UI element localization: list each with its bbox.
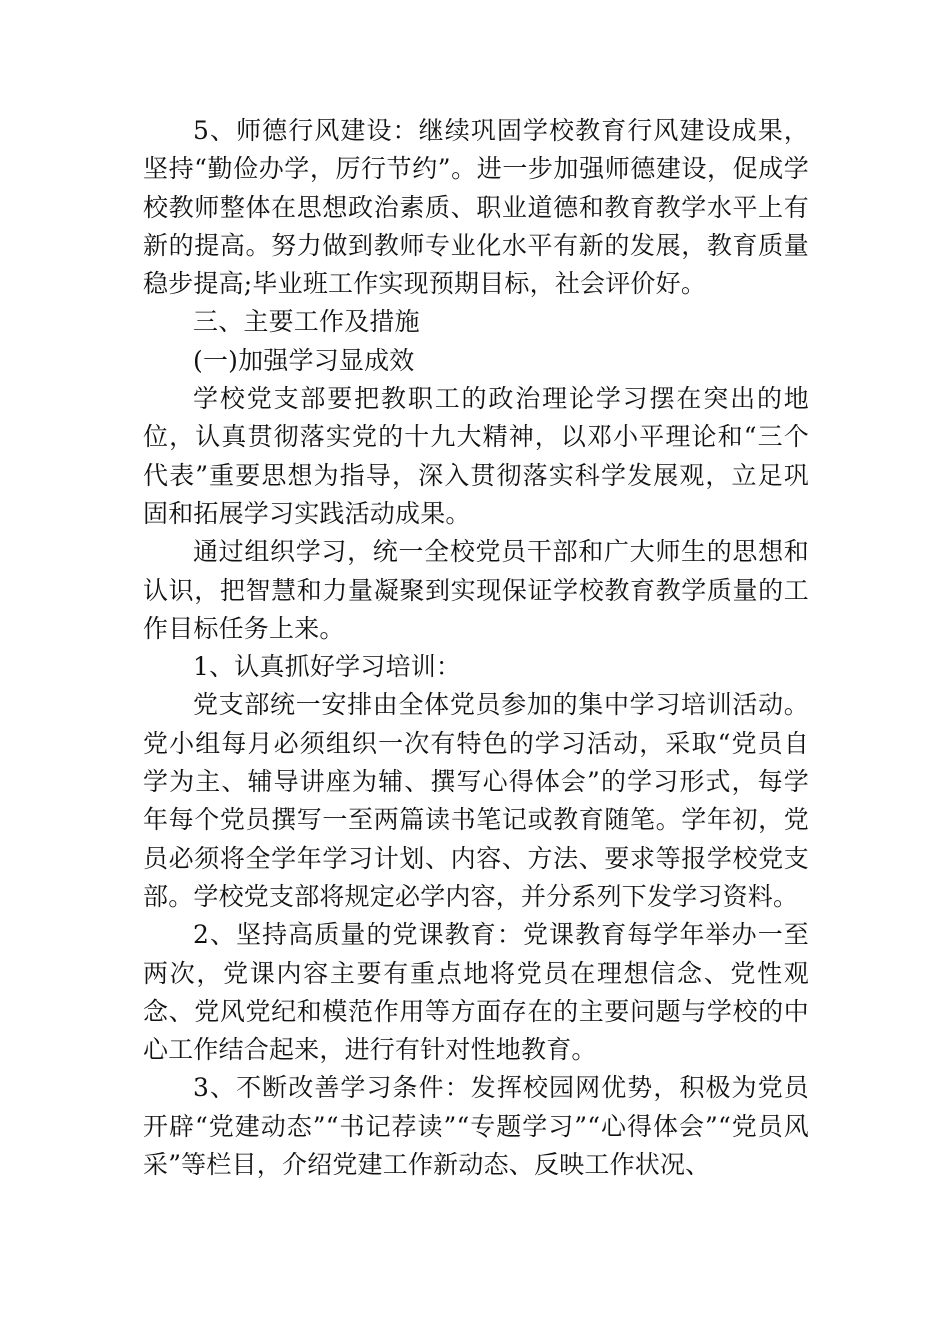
paragraph-political-study: 学校党支部要把教职工的政治理论学习摆在突出的地位，认真贯彻落实党的十九大精神，以邓小平理论和“三个代表”重要思想为指导，深入贯彻落实科学发展观，立足巩固和拓展学习实践活动成果。	[143, 384, 809, 528]
item-heading-training: 1、认真抓好学习培训：	[193, 652, 462, 682]
paragraph-training-activities: 党支部统一安排由全体党员参加的集中学习培训活动。党小组每月必须组织一次有特色的学习活动，采取“党员自学为主、辅导讲座为辅、撰写心得体会”的学习形式，每学年每个党员撰写一至两篇读书笔记或教育随笔。学年初，党员必须将全学年学习计划、内容、方法、要求等报学校党支部。学校党支部将规定必学内容，并分系列下发学习资料。	[143, 690, 809, 911]
paragraph-unify-thought: 通过组织学习，统一全校党员干部和广大师生的思想和认识，把智慧和力量凝聚到实现保证学校教育教学质量的工作目标任务上来。	[143, 537, 809, 643]
paragraph-teacher-ethics: 5、师德行风建设：继续巩固学校教育行风建设成果，坚持“勤俭办学，厉行节约”。进一步加强师德建设，促成学校教师整体在思想政治素质、职业道德和教育教学水平上有新的提高。努力做到教师专业化水平有新的发展，教育质量稳步提高;毕业班工作实现预期目标，社会评价好。	[143, 116, 809, 299]
paragraph-party-lessons: 2、坚持高质量的党课教育：党课教育每学年举办一至两次，党课内容主要有重点地将党员在理想信念、党性观念、党风党纪和模范作用等方面存在的主要问题与学校的中心工作结合起来，进行有针对性地教育。	[143, 920, 809, 1065]
paragraph-study-conditions: 3、不断改善学习条件：发挥校园网优势，积极为党员开辟“党建动态”“书记荐读”“专题学习”“心得体会”“党员风采”等栏目，介绍党建工作新动态、反映工作状况、	[143, 1073, 809, 1180]
document-page	[143, 112, 809, 1184]
subsection-heading-study: (一)加强学习显成效	[193, 345, 415, 375]
section-heading-main-work: 三、主要工作及措施	[193, 307, 420, 337]
